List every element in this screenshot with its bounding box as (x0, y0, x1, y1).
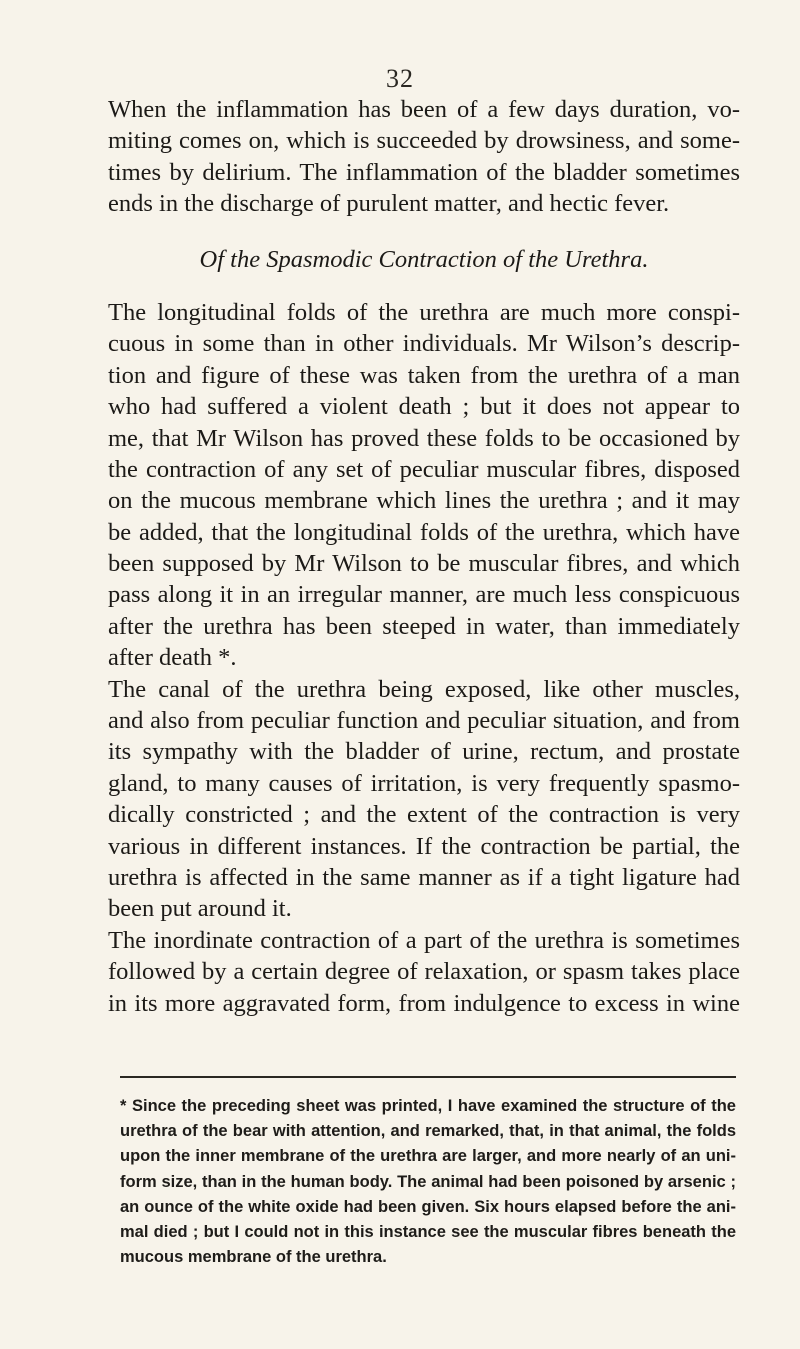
text-line: ends in the discharge of purulent matter, and hectic fever. (108, 190, 670, 218)
paragraph-2 (108, 297, 740, 674)
footnote-line: * Since the preceding sheet was printed, I have examined the structure of the (120, 1097, 736, 1115)
main-text (108, 94, 740, 1019)
text-line: gland, to many causes of irritation, is very frequently spasmo- (108, 769, 740, 797)
text-line: who had suffered a violent death ; but it does not appear to (108, 393, 740, 421)
text-line: and also from peculiar function and peculiar situation, and from (108, 707, 740, 735)
footnote-line: an ounce of the white oxide had been given. Six hours elapsed before the ani- (120, 1197, 736, 1216)
text-line: after the urethra has been steeped in water, than immediately (108, 612, 740, 640)
paragraph-4 (108, 925, 740, 1019)
text-line: times by delirium. The inflammation of the bladder sometimes (108, 158, 740, 186)
text-line: cuous in some than in other individuals. Mr Wilson’s descrip- (108, 330, 740, 358)
footnote-line: upon the inner membrane of the urethra are larger, and more nearly of an uni- (120, 1147, 736, 1166)
text-line: The canal of the urethra being exposed, like other muscles, (108, 675, 740, 703)
footnote-divider (120, 1076, 736, 1078)
text-line: its sympathy with the bladder of urine, rectum, and prostate (108, 738, 740, 766)
text-line: miting comes on, which is succeeded by drowsiness, and some- (108, 127, 740, 155)
text-line: various in different instances. If the contraction be partial, the (108, 832, 740, 860)
text-line: The inordinate contraction of a part of the urethra is sometimes (108, 926, 740, 954)
text-line: tion and figure of these was taken from the urethra of a man (108, 361, 740, 389)
text-line: When the inflammation has been of a few days duration, vo- (108, 96, 740, 123)
text-line: after death *. (108, 644, 237, 672)
text-line: the contraction of any set of peculiar muscular fibres, disposed (108, 455, 740, 483)
footnote-line: mal died ; but I could not in this instance see the muscular fibres beneath the (120, 1222, 736, 1241)
text-line: on the mucous membrane which lines the urethra ; and it may (108, 487, 740, 515)
text-line: in its more aggravated form, from indulgence to excess in wine (108, 989, 740, 1017)
text-line: be added, that the longitudinal folds of the urethra, which have (108, 518, 740, 546)
text-line: urethra is affected in the same manner as if a tight ligature had (108, 864, 740, 891)
footnote-line: form size, than in the human body. The animal had been poisoned by arsenic ; (120, 1172, 736, 1191)
text-line: The longitudinal folds of the urethra are much more conspi- (108, 298, 740, 326)
text-line: pass along it in an irregular manner, are much less conspicuous (108, 581, 740, 609)
footnote-line: urethra of the bear with attention, and remarked, that, in that animal, the folds (120, 1122, 736, 1141)
text-line: been put around it. (108, 895, 292, 923)
footnote-line: mucous membrane of the urethra. (120, 1248, 387, 1267)
paragraph-1 (108, 94, 740, 220)
text-line: followed by a certain degree of relaxation, or spasm takes place (108, 958, 740, 986)
paragraph-3 (108, 674, 740, 925)
section-heading: Of the Spasmodic Contraction of the Urethra. (199, 245, 649, 273)
text-line: been supposed by Mr Wilson to be muscular fibres, and which (108, 550, 740, 578)
page-number: 32 (386, 64, 414, 93)
text-line: me, that Mr Wilson has proved these folds to be occasioned by (108, 424, 740, 452)
footnote (120, 1094, 736, 1270)
text-line: dically constricted ; and the extent of the contraction is very (108, 801, 740, 829)
